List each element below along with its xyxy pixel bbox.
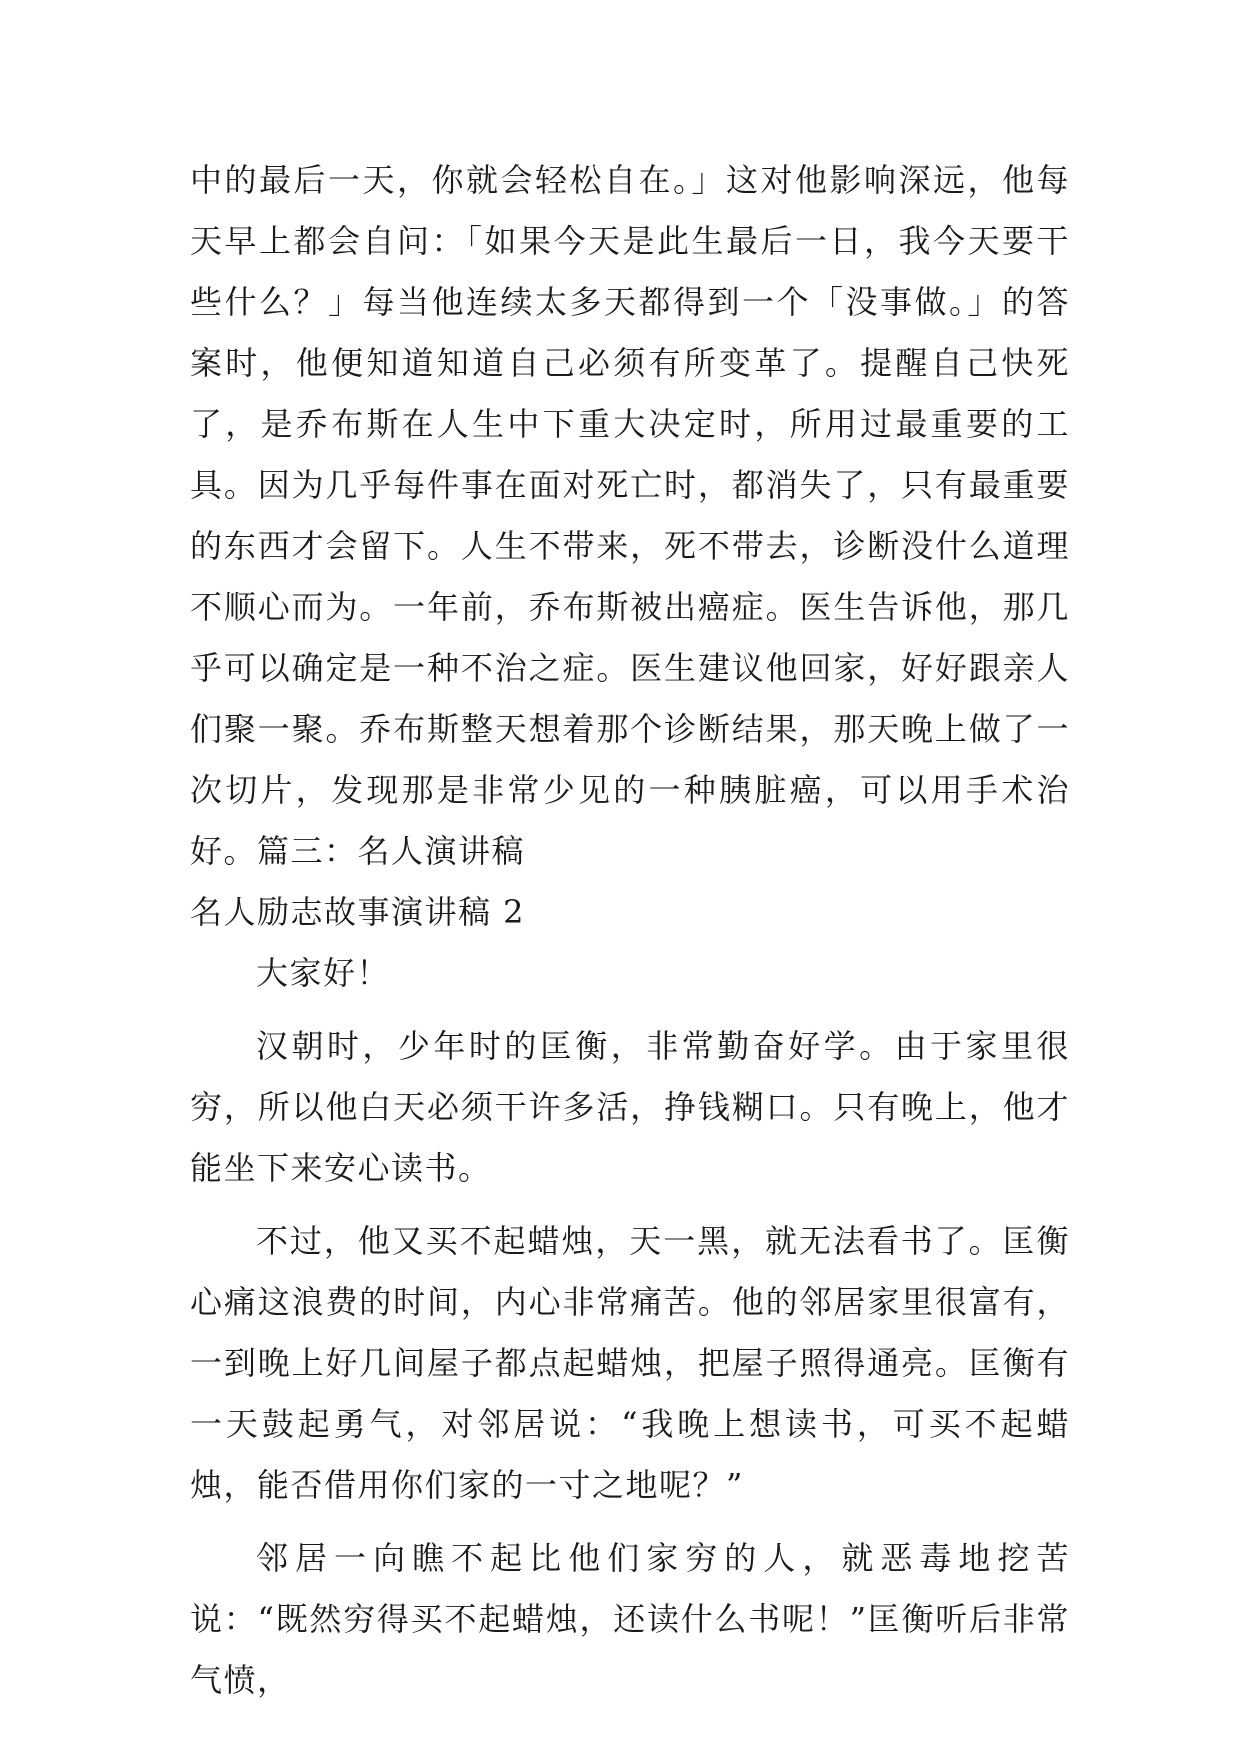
paragraph-greeting: 大家好！ [256,954,391,992]
document-body [190,150,1070,1711]
article-title: 名人励志故事演讲稿 2 [190,893,526,931]
paragraph-2: 不过，他又买不起蜡烛，天一黑，就无法看书了。匡衡心痛这浪费的时间，内心非常痛苦。他的邻居家里很富有，一到晚上好几间屋子都点起蜡烛，把屋子照得通亮。匡衡有一天鼓起勇气，对邻居说：“我晚上想读书，可买不起蜡烛，能否借用你们家的一寸之地呢？” [190,1222,1070,1504]
paragraph-continuation: 中的最后一天，你就会轻松自在。」这对他影响深远，他每天早上都会自问：「如果今天是此生最后一日，我今天要干些什么？」每当他连续太多天都得到一个「没事做。」的答案时，他便知道知道自己必须有所变革了。提醒自己快死了，是乔布斯在人生中下重大决定时，所用过最重要的工具。因为几乎每件事在面对死亡时，都消失了，只有最重要的东西才会留下。人生不带来，死不带去，诊断没什么道理不顺心而为。一年前，乔布斯被出癌症。医生告诉他，那几乎可以确定是一种不治之症。医生建议他回家，好好跟亲人们聚一聚。乔布斯整天想着那个诊断结果，那天晚上做了一次切片，发现那是非常少见的一种胰脏癌，可以用手术治好。篇三：名人演讲稿 [190,161,1070,870]
paragraph-3: 邻居一向瞧不起比他们家穷的人，就恶毒地挖苦说：“既然穷得买不起蜡烛，还读什么书呢！”匡衡听后非常气愤， [190,1539,1070,1699]
paragraph-1: 汉朝时，少年时的匡衡，非常勤奋好学。由于家里很穷，所以他白天必须干许多活，挣钱糊口。只有晚上，他才能坐下来安心读书。 [190,1027,1070,1187]
